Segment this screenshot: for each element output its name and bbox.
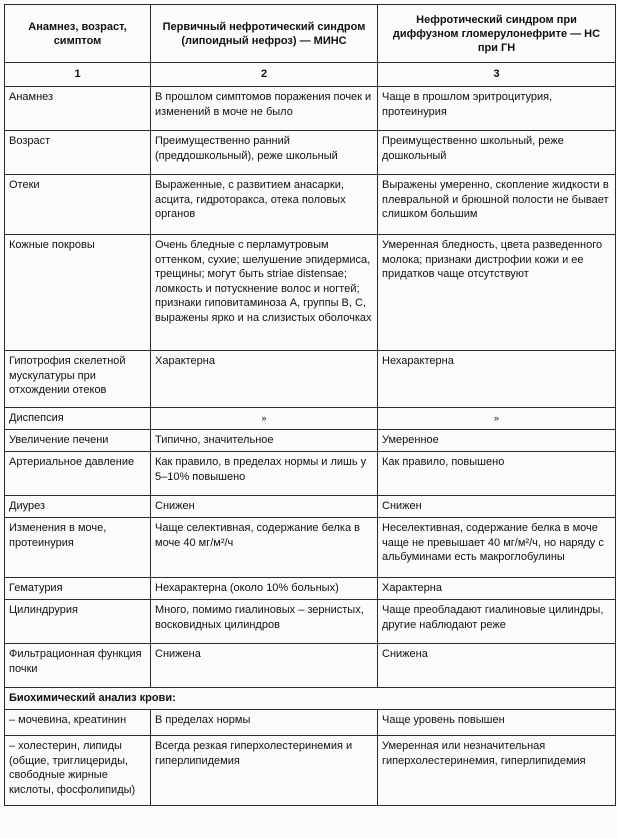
row-gn: Выражены умеренно, скопление жидкости в плевральной и брюшной полости не бывает слишком большим	[378, 175, 616, 235]
row-sign: Гематурия	[5, 578, 151, 600]
section-title: Биохимический анализ крови:	[5, 688, 616, 710]
table-row	[5, 408, 616, 430]
table-row	[5, 578, 616, 600]
row-gn: Снижена	[378, 644, 616, 688]
table-row	[5, 518, 616, 578]
table-row	[5, 351, 616, 408]
row-minc: В прошлом симптомов поражения почек и изменений в моче не было	[151, 87, 378, 131]
row-minc: Много, помимо гиалиновых – зернистых, восковидных цилиндров	[151, 600, 378, 644]
column-number-2: 2	[151, 63, 378, 87]
row-sign: Диурез	[5, 496, 151, 518]
table-row	[5, 430, 616, 452]
table-row	[5, 736, 616, 806]
row-sign: Изменения в моче, протеинурия	[5, 518, 151, 578]
header-sign: Анамнез, возраст, симптом	[5, 5, 151, 63]
row-sign: Кожные покровы	[5, 235, 151, 351]
row-gn: Характерна	[378, 578, 616, 600]
row-sign: Анамнез	[5, 87, 151, 131]
row-gn: Неселективная, содержание белка в моче чаще не превышает 40 мг/м²/ч, но наряду с альбуминами есть макроглобулины	[378, 518, 616, 578]
row-gn: Умеренная или незначительная гиперхолестеринемия, гиперлипидемия	[378, 736, 616, 806]
row-minc: В пределах нормы	[151, 710, 378, 736]
row-minc: Нехарактерна (около 10% больных)	[151, 578, 378, 600]
column-number-row	[5, 63, 616, 87]
row-sign: Гипотрофия скелетной мускулатуры при отхождении отеков	[5, 351, 151, 408]
row-minc: Снижена	[151, 644, 378, 688]
row-minc: Снижен	[151, 496, 378, 518]
ditto-mark: »	[261, 413, 267, 423]
row-gn: Преимущественно школьный, реже дошкольный	[378, 131, 616, 175]
table-row	[5, 710, 616, 736]
row-gn: Снижен	[378, 496, 616, 518]
row-sign: Диспепсия	[5, 408, 151, 430]
row-minc: Типично, значительное	[151, 430, 378, 452]
row-minc: Очень бледные с перламутровым оттенком, сухие; шелушение эпидермиса, трещины; могут быть striae distensae; ломкость и потускнение волос и ногтей; признаки гиповитаминоза А, группы В, С, выражены ярко и на слизистых оболочках	[151, 235, 378, 351]
row-gn: Как правило, повышено	[378, 452, 616, 496]
row-minc: Всегда резкая гиперхолестеринемия и гиперлипидемия	[151, 736, 378, 806]
section-row	[5, 688, 616, 710]
table-row	[5, 131, 616, 175]
row-gn: Нехарактерна	[378, 351, 616, 408]
row-sign: Отеки	[5, 175, 151, 235]
row-gn: Чаще уровень повышен	[378, 710, 616, 736]
row-sign: Увеличение печени	[5, 430, 151, 452]
row-sign: Фильтрационная функция почки	[5, 644, 151, 688]
row-sign: Цилиндрурия	[5, 600, 151, 644]
table-row	[5, 496, 616, 518]
row-gn: Умеренное	[378, 430, 616, 452]
table-row	[5, 644, 616, 688]
row-gn	[378, 408, 616, 430]
header-gn: Нефротический синдром при диффузном гломерулонефрите — НС при ГН	[378, 5, 616, 63]
row-minc: Чаще селективная, содержание белка в моче 40 мг/м²/ч	[151, 518, 378, 578]
row-minc: Характерна	[151, 351, 378, 408]
row-sign: – холестерин, липиды (общие, триглицериды, свободные жирные кислоты, фосфолипиды)	[5, 736, 151, 806]
row-sign: Возраст	[5, 131, 151, 175]
ditto-mark: »	[493, 413, 499, 423]
row-minc: Преимущественно ранний (преддошкольный), реже школьный	[151, 131, 378, 175]
table-row	[5, 452, 616, 496]
header-minc: Первичный нефротический синдром (липоидный нефроз) — МИНС	[151, 5, 378, 63]
header-row	[5, 5, 616, 63]
table-row	[5, 600, 616, 644]
row-sign: Артериальное давление	[5, 452, 151, 496]
row-gn: Чаще преобладают гиалиновые цилиндры, другие наблюдают реже	[378, 600, 616, 644]
table-row	[5, 175, 616, 235]
column-number-3: 3	[378, 63, 616, 87]
row-gn: Чаще в прошлом эритроцитурия, протеинурия	[378, 87, 616, 131]
comparison-table	[4, 4, 616, 806]
row-minc: Выраженные, с развитием анасарки, асцита, гидроторакса, отека половых органов	[151, 175, 378, 235]
column-number-1: 1	[5, 63, 151, 87]
row-minc	[151, 408, 378, 430]
row-minc: Как правило, в пределах нормы и лишь у 5–10% повышено	[151, 452, 378, 496]
row-sign: – мочевина, креатинин	[5, 710, 151, 736]
table-row	[5, 87, 616, 131]
table-row	[5, 235, 616, 351]
row-gn: Умеренная бледность, цвета разведенного молока; признаки дистрофии кожи и ее придатков чаще отсутствуют	[378, 235, 616, 351]
